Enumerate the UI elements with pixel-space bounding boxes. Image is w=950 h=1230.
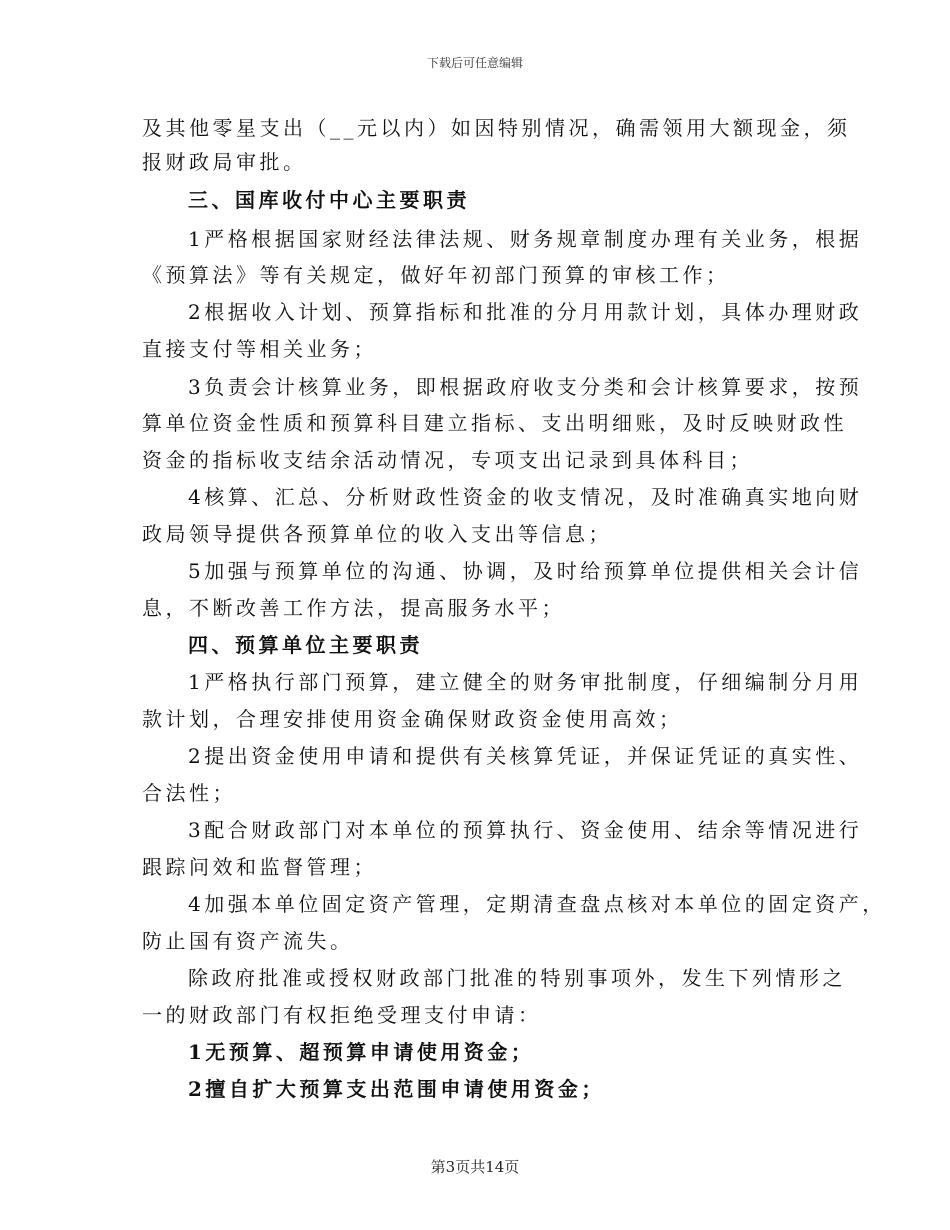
- paragraph-line: 5加强与预算单位的沟通、协调，及时给预算单位提供相关会计信: [188, 559, 863, 583]
- page-number: 第3页共14页: [430, 1158, 520, 1176]
- paragraph-line: 3配合财政部门对本单位的预算执行、资金使用、结余等情况进行: [188, 818, 863, 842]
- paragraph-line: 除政府批准或授权财政部门批准的特别事项外，发生下列情形之: [188, 966, 846, 990]
- paragraph-line: 报财政局审批。: [142, 150, 307, 174]
- paragraph-line: 防止国有资产流失。: [142, 929, 354, 953]
- page-header: 下载后可任意编辑: [426, 56, 523, 70]
- section-heading: 四、预算单位主要职责: [188, 633, 423, 657]
- paragraph-line: 款计划，合理安排使用资金确保财政资金使用高效；: [142, 707, 683, 731]
- list-item: 1无预算、超预算申请使用资金；: [188, 1040, 535, 1064]
- paragraph-line: 资金的指标收支结余活动情况，专项支出记录到具体科目；: [142, 448, 753, 472]
- paragraph-line: 2提出资金使用申请和提供有关核算凭证，并保证凭证的真实性、: [188, 744, 863, 768]
- section-heading: 三、国库收付中心主要职责: [188, 188, 470, 212]
- paragraph-line: 及其他零星支出（__元以内）如因特别情况，确需领用大额现金，须: [142, 116, 851, 140]
- paragraph-line: 2根据收入计划、预算指标和批准的分月用款计划，具体办理财政: [188, 300, 863, 324]
- paragraph-line: 算单位资金性质和预算科目建立指标、支出明细账，及时反映财政性: [142, 411, 847, 435]
- paragraph-line: 《预算法》等有关规定，做好年初部门预算的审核工作；: [142, 263, 730, 287]
- paragraph-line: 直接支付等相关业务；: [142, 337, 377, 361]
- paragraph-line: 4加强本单位固定资产管理，定期清查盘点核对本单位的固定资产，: [188, 892, 886, 916]
- paragraph-line: 政局领导提供各预算单位的收入支出等信息；: [142, 522, 612, 546]
- paragraph-line: 1严格执行部门预算，建立健全的财务审批制度，仔细编制分月用: [188, 670, 863, 694]
- paragraph-line: 一的财政部门有权拒绝受理支付申请：: [142, 1003, 542, 1027]
- list-item: 2擅自扩大预算支出范围申请使用资金；: [188, 1077, 605, 1101]
- paragraph-line: 跟踪问效和监督管理；: [142, 855, 377, 879]
- paragraph-line: 3负责会计核算业务，即根据政府收支分类和会计核算要求，按预: [188, 375, 863, 399]
- paragraph-line: 4核算、汇总、分析财政性资金的收支情况，及时准确真实地向财: [188, 485, 863, 509]
- paragraph-line: 合法性；: [142, 781, 236, 805]
- paragraph-line: 1严格根据国家财经法律法规、财务规章制度办理有关业务，根据: [188, 227, 863, 251]
- paragraph-line: 息，不断改善工作方法，提高服务水平；: [142, 596, 565, 620]
